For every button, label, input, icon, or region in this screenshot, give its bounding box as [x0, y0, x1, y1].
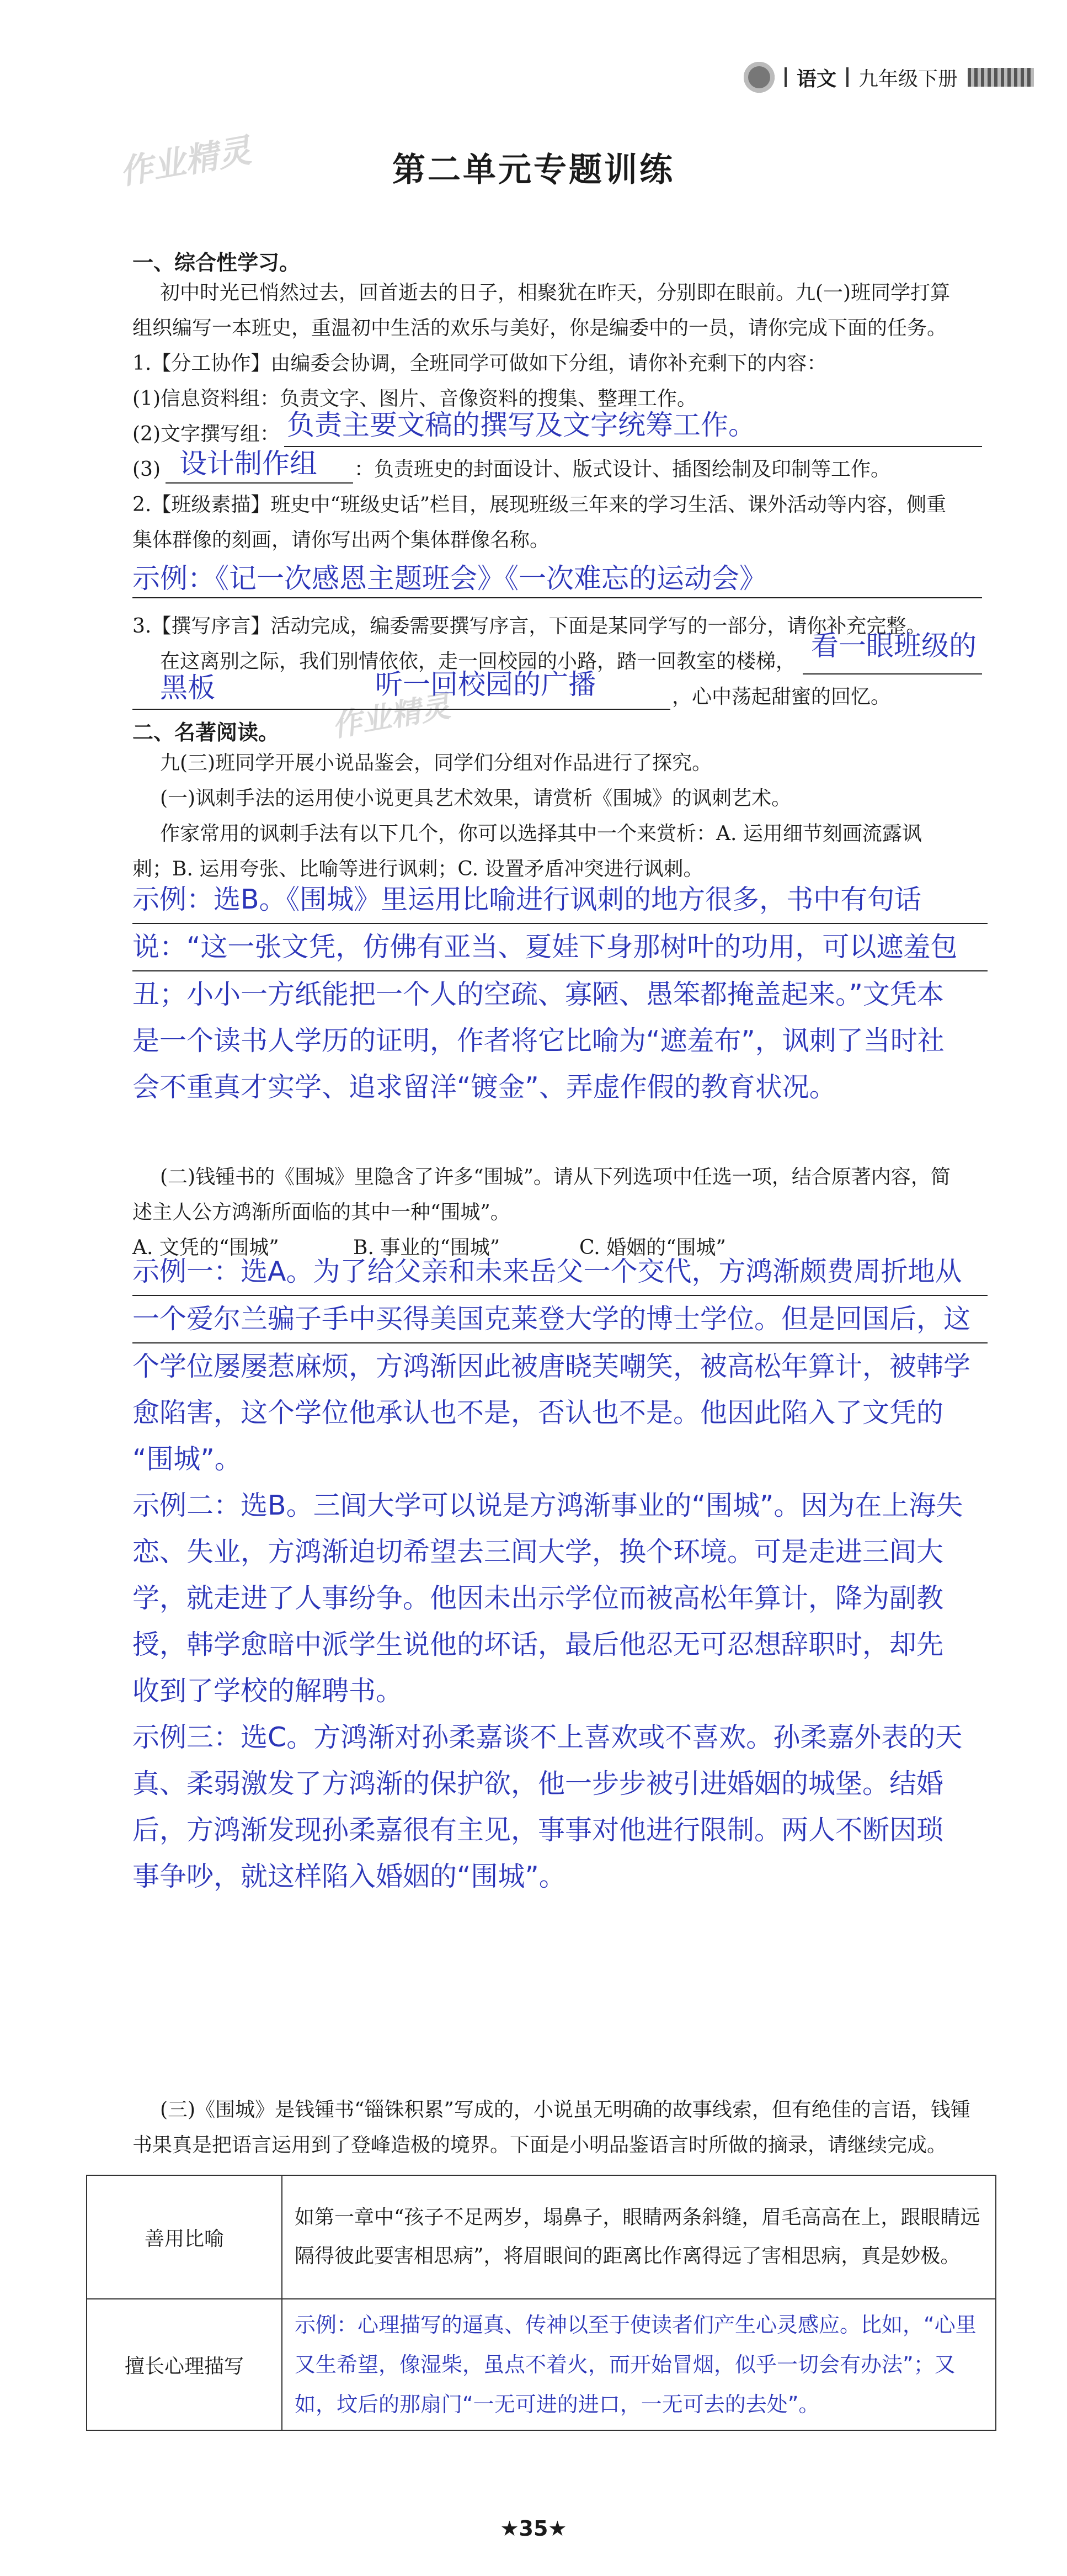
sub2-answer — [132, 1249, 988, 1900]
excerpt-table — [86, 2175, 996, 2431]
answer-line-text: 个学位屡屡惹麻烦，方鸿渐因此被唐晓芙嘲笑，被高松年算计，被韩学 — [132, 1351, 971, 1382]
answer-line-text: 事争吵，就这样陷入婚姻的“围城”。 — [132, 1861, 566, 1892]
answer-line-text: 会不重真才实学、追求留洋“镀金”、弄虚作假的教育状况。 — [132, 1071, 836, 1103]
answer-line-text: 说：“这一张文凭，仿佛有亚当、夏娃下身那树叶的功用，可以遮羞包 — [132, 924, 988, 971]
part2-intro: 九(三)班同学开展小说品鉴会，同学们分组对作品进行了探究。 — [160, 752, 712, 774]
answer-line-text: 示例三：选C。方鸿渐对孙柔嘉谈不上喜欢或不喜欢。孙柔嘉外表的天 — [132, 1722, 963, 1753]
answer-line-text: 授，韩学愈暗中派学生说他的坏话，最后他忍无可忍想辞职时，却先 — [132, 1629, 944, 1660]
sub1-title: (一)讽刺手法的运用使小说更具艺术效果，请赏析《围城》的讽刺艺术。 — [160, 787, 792, 810]
intro-line: 初中时光已悄然过去，回首逝去的日子，相聚犹在昨天，分别即在眼前。九(一)班同学打算 — [160, 281, 951, 304]
question-2-answer: 示例：《记一次感恩主题班会》《一次难忘的运动会》 — [132, 562, 767, 594]
question-3-passage-end: ，心中荡起甜蜜的回忆。 — [672, 686, 891, 708]
group-3-label: (3) — [132, 458, 161, 481]
question-3-answer: 看一眼班级的 — [811, 630, 977, 662]
sub1-answer — [132, 877, 988, 1111]
question-3-answer: 黑板 — [160, 672, 215, 704]
table-label: 擅长心理描写 — [87, 2299, 282, 2430]
table-answer: 示例：心理描写的逼真、传神以至于使读者们产生心灵感应。比如，“心里又生希望，像湿柴，虽点不着火，而开始冒烟，似乎一切会有办法”；又如，坟后的那扇门“一无可进的进口，一无可去的去处”。 — [282, 2299, 996, 2430]
page-title: 第二单元专题训练 — [392, 151, 675, 189]
question-3: 3.【撰写序言】活动完成，编委需要撰写序言，下面是某同学写的一部分，请你补充完整。 — [132, 615, 926, 638]
sub1-desc: 作家常用的讽刺手法有以下几个，你可以选择其中一个来赏析：A. 运用细节刻画流露讽 — [160, 822, 922, 845]
section-heading-2: 二、名著阅读。 — [132, 720, 280, 745]
question-2: 集体群像的刻画，请你写出两个集体群像名称。 — [132, 529, 550, 551]
intro-line: 组织编写一本班史，重温初中生活的欢乐与美好，你是编委中的一员，请你完成下面的任务。 — [132, 317, 947, 339]
table-label: 善用比喻 — [87, 2175, 282, 2299]
option-a: A. 文凭的“围城” — [132, 1236, 279, 1259]
answer-line-text: 真、柔弱激发了方鸿渐的保护欲，他一步步被引进婚姻的城堡。结婚 — [132, 1768, 944, 1799]
answer-line-text: 恋、失业，方鸿渐迫切希望去三闾大学，换个环境。可是走进三闾大 — [132, 1536, 944, 1568]
answer-line-text: 丑；小小一方纸能把一个人的空疏、寡陋、愚笨都掩盖起来。”文凭本 — [132, 979, 944, 1010]
answer-line-text: 学，就走进了人事纷争。他因未出示学位而被高松年算计，降为副教 — [132, 1582, 944, 1614]
header-divider — [846, 67, 849, 87]
group-2-label: (2)文字撰写组： — [132, 423, 280, 445]
answer-line-text: 是一个读书人学历的证明，作者将它比喻为“遮羞布”，讽刺了当时社 — [132, 1025, 945, 1056]
answer-line-text: 后，方鸿渐发现孙柔嘉很有主见，事事对他进行限制。两人不断因琐 — [132, 1814, 944, 1846]
group-3-desc: ：负责班史的封面设计、版式设计、插图绘制及印制等工作。 — [354, 458, 891, 481]
question-3-answer: 听一回校园的广播 — [375, 668, 596, 700]
answer-line-text: 愈陷害，这个学位他承认也不是，否认也不是。他因此陷入了文凭的 — [132, 1397, 944, 1428]
sub3-desc: 书果真是把语言运用到了登峰造极的境界。下面是小明品鉴语言时所做的摘录，请继续完成。 — [132, 2134, 947, 2157]
answer-line-text: “围城”。 — [132, 1443, 242, 1475]
header-grade: 九年级下册 — [858, 67, 958, 91]
answer-line-text: 示例：选B。《围城》里运用比喻进行讽刺的地方很多，书中有句话 — [132, 877, 988, 924]
section-heading-1: 一、综合性学习。 — [132, 251, 301, 275]
group-2-answer: 负责主要文稿的撰写及文字统筹工作。 — [287, 409, 756, 441]
page-number: ★35★ — [500, 2516, 567, 2541]
header-divider — [785, 67, 787, 87]
question-3-passage: 在这离别之际，我们别情依依，走一回校园的小路，踏一回教室的楼梯， — [160, 650, 796, 673]
sub1-desc: 刺；B. 运用夸张、比喻等进行讽刺；C. 设置矛盾冲突进行讽刺。 — [132, 858, 703, 880]
sub3-desc: (三)《围城》是钱锺书“锱铢积累”写成的，小说虽无明确的故事线索，但有绝佳的言语，钱锺 — [160, 2099, 970, 2121]
sub2-desc: (二)钱锺书的《围城》里隐含了许多“围城”。请从下列选项中任选一项，结合原著内容，简 — [160, 1166, 951, 1188]
sub2-desc: 述主人公方鸿渐所面临的其中一种“围城”。 — [132, 1201, 510, 1224]
book-logo-icon — [744, 62, 775, 93]
answer-line-text: 示例一：选A。为了给父亲和未来岳父一个交代，方鸿渐颇费周折地从 — [132, 1249, 988, 1296]
header-subject: 语文 — [796, 67, 836, 91]
question-2: 2.【班级素描】班史中“班级史话”栏目，展现班级三年来的学习生活、课外活动等内容，侧重 — [132, 493, 947, 516]
answer-line-text: 示例二：选B。三闾大学可以说是方鸿渐事业的“围城”。因为在上海失 — [132, 1490, 963, 1521]
table-row — [87, 2299, 996, 2430]
option-b: B. 事业的“围城” — [353, 1236, 500, 1259]
option-c: C. 婚姻的“围城” — [579, 1236, 726, 1259]
page-header — [744, 62, 1034, 93]
answer-line-text: 收到了学校的解聘书。 — [132, 1675, 403, 1707]
answer-line-text: 一个爱尔兰骗子手中买得美国克莱登大学的博士学位。但是回国后，这 — [132, 1296, 988, 1343]
watermark: 作业精灵 — [116, 131, 254, 193]
group-1: (1)信息资料组：负责文字、图片、音像资料的搜集、整理工作。 — [132, 387, 697, 410]
header-decoration — [968, 68, 1034, 87]
table-content: 如第一章中“孩子不足两岁，塌鼻子，眼睛两条斜缝，眉毛高高在上，跟眼睛远隔得彼此要害相思病”，将眉眼间的距离比作离得远了害相思病，真是妙极。 — [282, 2175, 996, 2299]
watermark: 作业精灵 — [329, 688, 453, 744]
table-row — [87, 2175, 996, 2299]
group-3-answer: 设计制作组 — [179, 448, 317, 480]
question-1: 1.【分工协作】由编委会协调，全班同学可做如下分组，请你补充剩下的内容： — [132, 352, 827, 375]
